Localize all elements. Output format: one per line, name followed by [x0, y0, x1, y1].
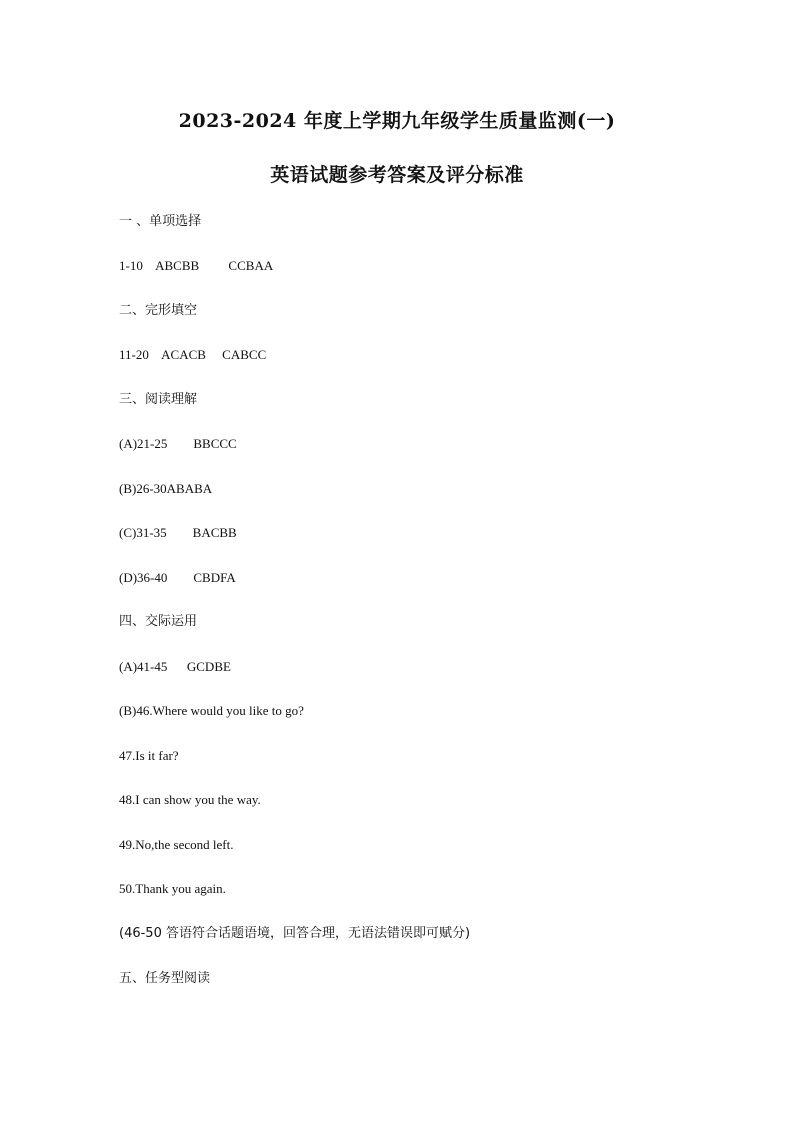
answer-50: 50.Thank you again. [119, 881, 226, 896]
answers-11-20: 11-20 ACACB CABCC [119, 347, 267, 362]
answers-1-10: 1-10 ABCBB CCBAA [119, 258, 274, 273]
scoring-note: (46-50 答语符合话题语境，回答合理，无语法错误即可赋分) [119, 926, 471, 941]
answer-49: 49.No,the second left. [119, 837, 234, 852]
section-heading-task-reading: 五、任务型阅读 [119, 971, 211, 986]
answer-46: (B)46.Where would you like to go? [119, 703, 304, 718]
document-subtitle: 英语试题参考答案及评分标准 [270, 164, 524, 186]
answers-reading-d: (D)36-40 CBDFA [119, 570, 236, 585]
section-heading-reading: 三、阅读理解 [119, 392, 198, 407]
answer-47: 47.Is it far? [119, 748, 179, 763]
answers-reading-c: (C)31-35 BACBB [119, 525, 237, 540]
answer-48: 48.I can show you the way. [119, 792, 261, 807]
answers-communication-a: (A)41-45 GCDBE [119, 659, 231, 674]
section-heading-communication: 四、交际运用 [119, 614, 198, 629]
answers-reading-b: (B)26-30ABABA [119, 481, 213, 496]
document-title: 2023-2024 年度上学期九年级学生质量监测(一) [178, 110, 616, 132]
section-heading-cloze: 二、完形填空 [119, 303, 198, 318]
section-heading-single-choice: 一 、单项选择 [119, 214, 202, 229]
answers-reading-a: (A)21-25 BBCCC [119, 436, 237, 451]
